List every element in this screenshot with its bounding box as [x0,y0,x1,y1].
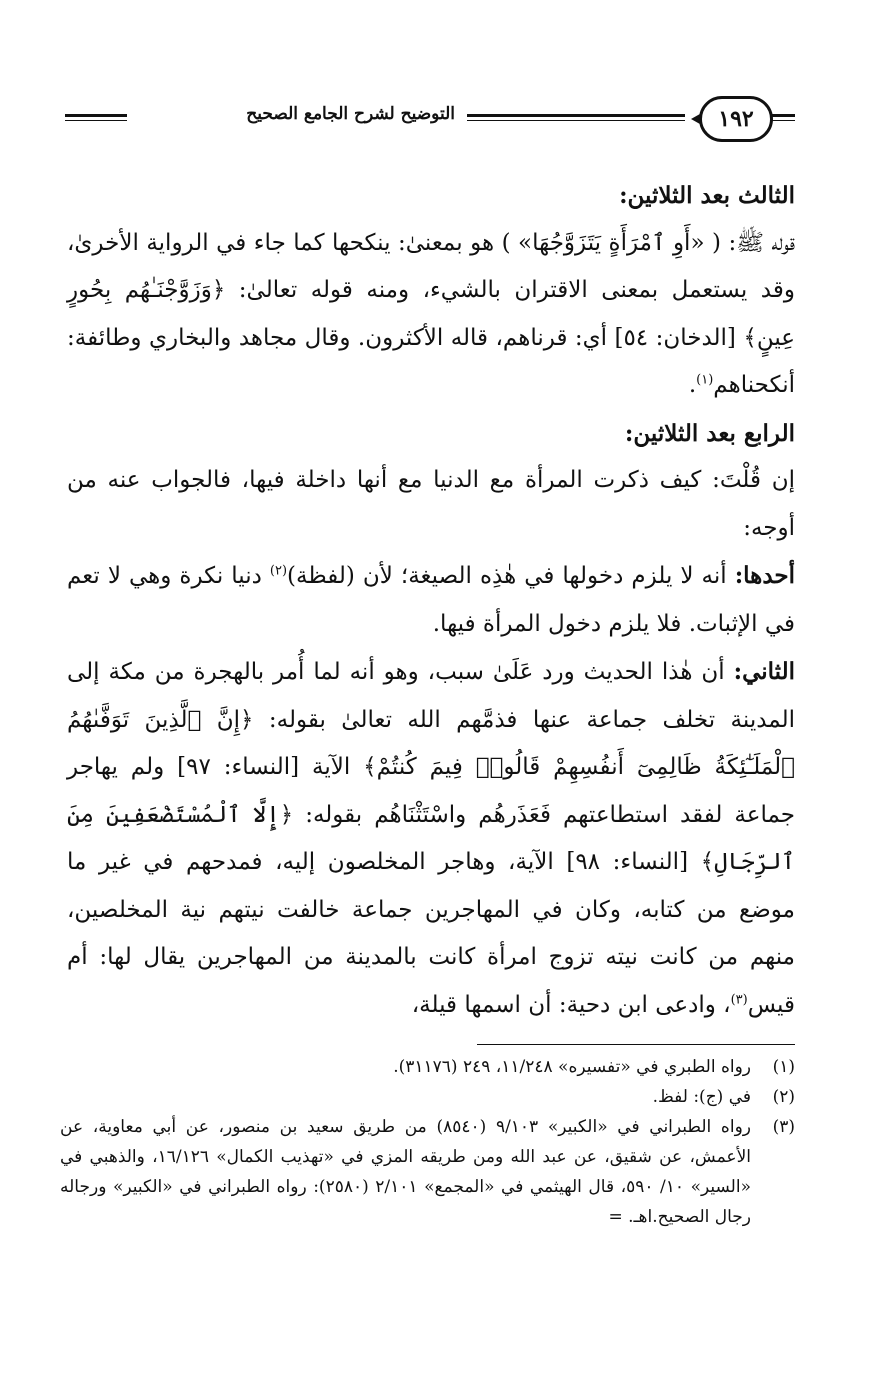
section-heading-34: الرابع بعد الثلاثين: [624,419,795,447]
footnote-separator [477,1044,795,1045]
answer-lead-second: الثاني: [733,658,795,685]
text-run: » ) هو بمعنىٰ: ينكحها كما جاء في الرواية الأخرىٰ، وقد يستعمل بمعنى الاقتران بالشيء، ومنه قوله تعالىٰ: ﴿ [67,229,795,303]
book-page [55,92,795,1312]
quran-quote: إِلَّا ٱلْمُسْتَضْعَفِينَ مِنَ ٱلرِّجَالِ [67,801,795,875]
text-run: دنيا نكرة وهي لا تعم في الإثبات. فلا يلزم دخول المرأة فيها. [67,563,795,637]
paragraph-second-answer [67,648,795,1029]
quran-quote: أَوِ ٱمْرَأَةٍ يَتَزَوَّجُهَا [532,229,691,256]
page-header [55,92,795,152]
page-number-frame [693,96,773,142]
text-run: أن هٰذا الحديث ورد عَلَىٰ سبب، وهو أنه لما أُمر بالهجرة من مكة إلى المدينة تخلف جماعة عنها فذمَّهم الله تعالىٰ بقوله: ﴿ [67,659,795,733]
footnote-text: رواه الطبري في «تفسيره» ١١/٢٤٨، ٢٤٩ (٣١١٧٦). [393,1057,751,1077]
paragraph-34-intro: إن قُلْتَ: كيف ذكرت المرأة مع الدنيا مع أنها داخلة فيها، فالجواب عنه من أوجه: [67,467,795,541]
answer-lead-first: أحدها: [734,562,795,589]
quran-quote: وَزَوَّجْنَـٰهُم بِحُورٍ عِينٍ [67,277,795,351]
page-number: ١٩٢ [699,96,773,142]
text-run: ﴾ الآية [النساء: ٩٧] ولم يهاجر جماعة لفقد استطاعتهم فَعَذَرهُم واسْتَثْنَاهُم بقوله: ﴿ [67,754,795,828]
footnote-number: (٣) [772,1117,795,1137]
footnotes [60,1052,795,1232]
header-rule-left [65,114,127,121]
running-title: التوضيح لشرح الجامع الصحيح [246,104,455,124]
header-rule-right [771,114,795,121]
section-heading-33: الثالث بعد الثلاثين: [619,182,795,209]
text-run: ﴾ [الدخان: ٥٤] أي: قرناهم، قاله الأكثرون. وقال مجاهد والبخاري وطائفة: أنكحناهم [67,324,795,398]
text-run: أنه لا يلزم دخولها في هٰذِه الصيغة؛ لأن (لفظة) [287,563,735,589]
quran-quote: إِنَّ ٱلَّذِينَ تَوَفَّىٰهُمُ ٱلْمَلَـٰٓئِكَةُ ظَالِمِىٓ أَنفُسِهِمْ قَالُوا۟ فِيمَ كُنتُمْ [67,706,795,780]
text-run: . [688,372,697,398]
main-text [67,172,795,1029]
paragraph-first-answer [67,552,795,648]
paragraph-33 [67,220,795,410]
footnote-number: (١) [772,1057,795,1077]
footnote-text: رواه الطبراني في «الكبير» ٩/١٠٣ (٨٥٤٠) من طريق سعيد بن منصور، عن أبي معاوية، عن الأعمش، عن شقيق، عن عبد الله ومن طريقه المزي في «تهذيب الكمال» ١٦/١٢٦، والذهبي في «السير» ١٠/ ٥٩٠، قال الهيثمي في «المجمع» ٢/١٠١ (٢٥٨٠): رواه الطبراني في «الكبير» ورجاله رجال الصحيح.اهـ. = [60,1117,751,1227]
footnote-2 [60,1082,795,1112]
text-run: ﴾ [النساء: ٩٨] الآية، وهاجر المخلصون إليه، فمدحهم في غير ما موضع من كتابه، وكان في المهاجرين جماعة خالفت نيتهم نية المخلصين، منهم من كانت نيته تزوج امرأة كانت بالمدينة من المهاجرين يقال لها: أم قيس [67,849,795,1018]
footnote-mark-3[interactable]: (٣) [730,991,748,1007]
footnote-3 [60,1112,795,1232]
header-rule-middle [467,114,685,121]
footnote-text: في (ج): لفظ. [652,1087,751,1107]
footnote-number: (٢) [772,1087,795,1107]
footnote-1 [60,1052,795,1082]
text-run: قوله ﷺ: ( « [690,229,795,256]
footnote-mark-1[interactable]: (١) [696,372,714,388]
footnote-mark-2[interactable]: (٢) [269,563,288,579]
text-run: ، وادعى ابن دحية: أن اسمها قيلة، [411,991,731,1018]
